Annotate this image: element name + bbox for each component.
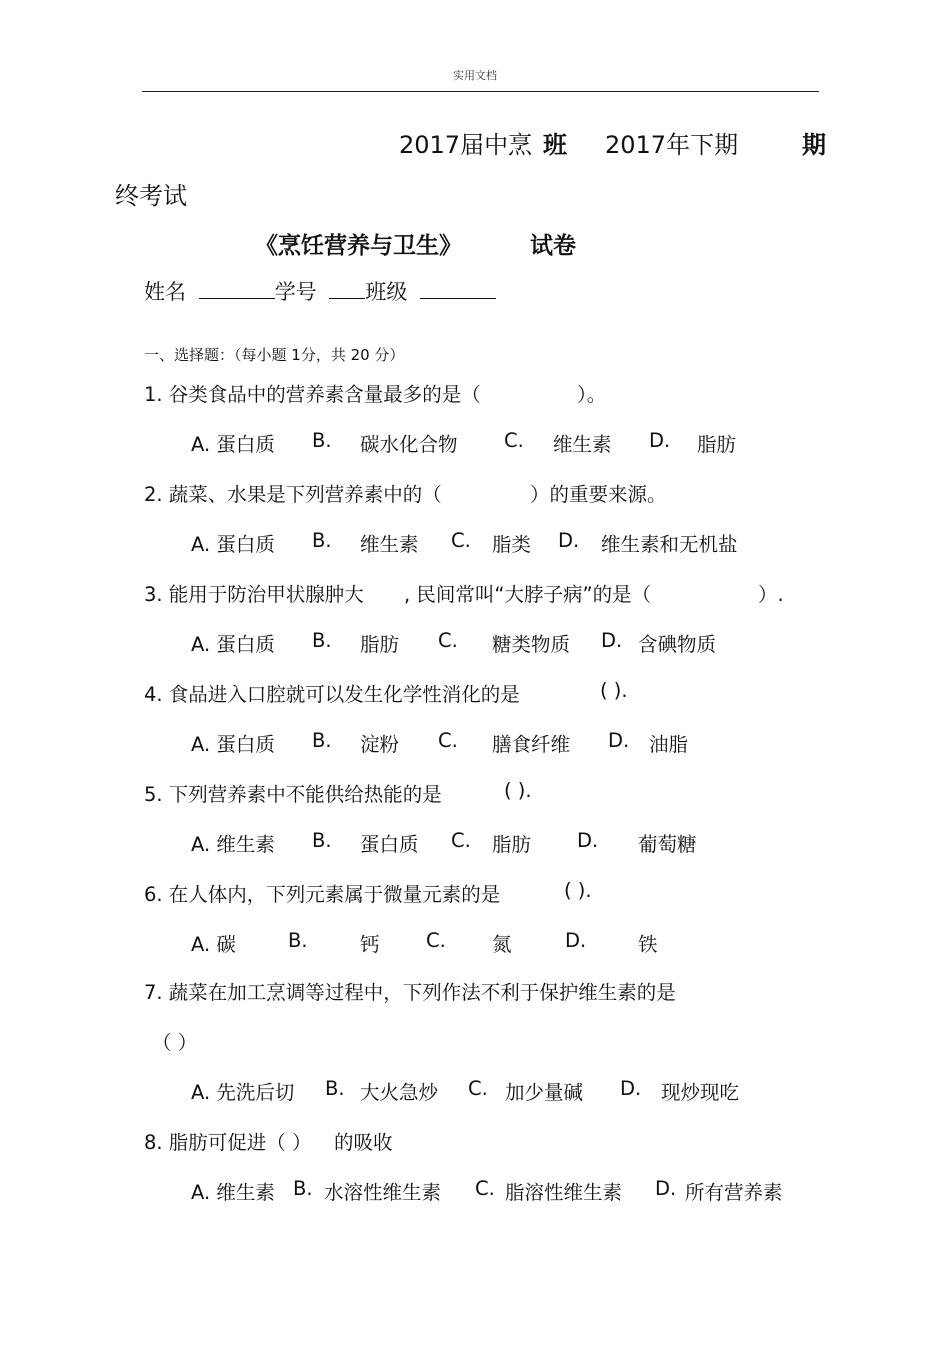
option-c-letter: C. [426,929,446,952]
option-d: 所有营养素 [685,1181,783,1204]
option-c: 糖类物质 [492,633,571,656]
option-a: A. 蛋白质 [191,633,275,656]
exam-subject-title: 《烹饪营养与卫生》 [255,233,462,259]
option-d: 现炒现吃 [661,1081,740,1104]
option-d: 维生素和无机盐 [601,533,738,556]
option-a: A. 蛋白质 [191,733,275,756]
option-d: 油脂 [649,733,689,756]
option-c: 脂肪 [492,833,532,856]
option-c-letter: C. [475,1177,495,1200]
question-8-text: 8. 脂肪可促进（ ） [144,1131,312,1154]
option-d-letter: D. [601,629,623,652]
option-d-letter: D. [649,429,671,452]
option-a: A. 先洗后切 [191,1081,295,1104]
question-6-tail: ( ). [564,879,592,902]
option-d-letter: D. [608,729,630,752]
class-blank[interactable] [420,278,496,299]
option-a: A. 碳 [191,933,236,956]
option-b: 大火急炒 [360,1081,439,1104]
option-c-letter: C. [451,829,471,852]
option-b: 蛋白质 [360,833,419,856]
option-a: A. 蛋白质 [191,533,275,556]
question-1-tail: ）。 [577,383,607,406]
question-2-text: 2. 蔬菜、水果是下列营养素中的（ [144,483,442,506]
title-period-char: 期 [802,131,826,159]
option-c: 膳食纤维 [492,733,571,756]
option-d: 含碘物质 [638,633,717,656]
option-c: 脂溶性维生素 [505,1181,623,1204]
student-id-label: 学号 [274,280,317,304]
option-c-letter: C. [438,629,458,652]
option-b-letter: B. [312,829,332,852]
question-7-text: 7. 蔬菜在加工烹调等过程中，下列作法不利于保护维生素的是 [144,981,676,1004]
option-c-letter: C. [468,1077,488,1100]
question-8-tail: 的吸收 [334,1131,393,1154]
option-b-letter: B. [293,1177,313,1200]
question-2-tail: ）的重要来源。 [530,483,667,506]
option-c-letter: C. [504,429,524,452]
option-c: 氮 [492,933,512,956]
exam-paper-label: 试卷 [530,233,576,259]
question-3-text-cont: , 民间常叫“大脖子病”的是（ [404,583,652,606]
question-1-text: 1. 谷类食品中的营养素含量最多的是（ [144,383,481,406]
question-3-text: 3. 能用于防治甲状腺肿大 [144,583,364,606]
option-b-letter: B. [312,729,332,752]
option-b-letter: B. [325,1077,345,1100]
option-b: 水溶性维生素 [324,1181,442,1204]
header-divider [142,91,819,92]
question-3-tail: ）. [758,583,784,606]
option-b: 维生素 [360,533,419,556]
option-d: 脂肪 [697,433,737,456]
page-header-label: 实用文档 [453,69,497,82]
option-b: 碳水化合物 [360,433,458,456]
question-4-tail: ( ). [600,679,628,702]
option-c-letter: C. [438,729,458,752]
option-d: 铁 [638,933,658,956]
option-c: 加少量碱 [505,1081,584,1104]
option-b-letter: B. [312,429,332,452]
question-7-tail: （ ） [152,1031,198,1054]
name-blank[interactable] [199,278,275,299]
class-label: 班级 [365,280,408,304]
question-4-text: 4. 食品进入口腔就可以发生化学性消化的是 [144,683,520,706]
option-d-letter: D. [565,929,587,952]
option-a: A. 维生素 [191,833,275,856]
option-d: 葡萄糖 [638,833,697,856]
question-5-tail: ( ). [504,779,532,802]
title-grade-class: 2017届中烹 [399,131,533,159]
option-b-letter: B. [312,529,332,552]
option-b: 脂肪 [360,633,400,656]
option-b-letter: B. [288,929,308,952]
student-info-line [144,276,496,306]
student-id-blank[interactable] [329,278,365,299]
option-c-letter: C. [451,529,471,552]
option-a: A. 维生素 [191,1181,275,1204]
name-label: 姓名 [144,280,186,304]
option-d-letter: D. [620,1077,642,1100]
question-6-text: 6. 在人体内，下列元素属于微量元素的是 [144,883,501,906]
title-exam-line: 终考试 [115,182,187,210]
option-d-letter: D. [655,1177,677,1200]
title-class-char: 班 [543,131,567,159]
section-heading: 一、选择题：（每小题 1分，共 20 分） [144,346,405,364]
option-c: 维生素 [553,433,612,456]
option-b: 钙 [360,933,380,956]
option-a: A. 蛋白质 [191,433,275,456]
title-term: 2017年下期 [605,131,739,159]
option-b-letter: B. [312,629,332,652]
option-b: 淀粉 [360,733,400,756]
option-d-letter: D. [577,829,599,852]
question-5-text: 5. 下列营养素中不能供给热能的是 [144,783,442,806]
option-c: 脂类 [492,533,532,556]
option-d-letter: D. [558,529,580,552]
